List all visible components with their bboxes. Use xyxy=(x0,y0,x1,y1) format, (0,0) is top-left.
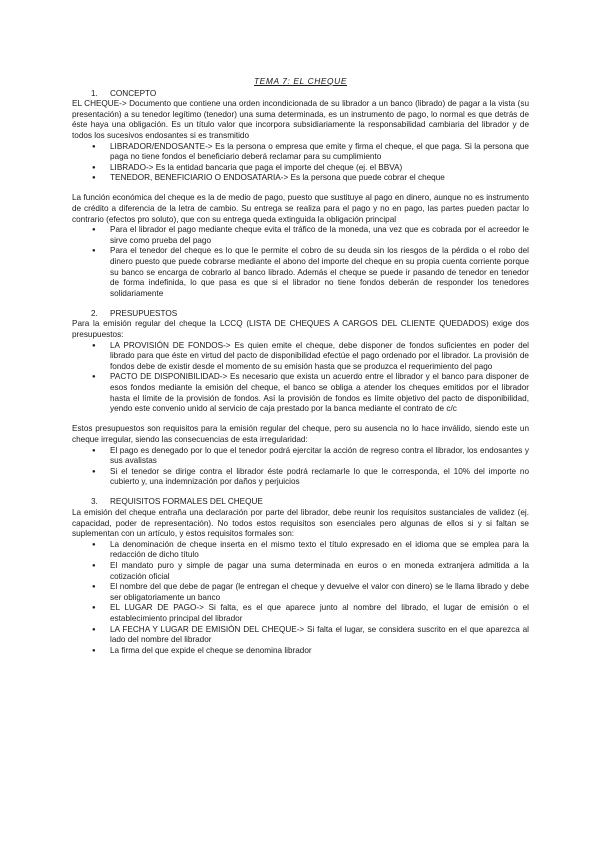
paragraph-economic-function: La función económica del cheque es la de medio de pago, puesto que sustituye al pago en dinero, aunque no es instrumento de crédito a diferencia de la letra de cambio. Su entrega se realiza para el pago y no en pago, las partes pueden pactar lo contrario (efectos pro soluto), que con su entrega queda extinguida la obligación principal xyxy=(72,193,529,224)
bullet-list-consequences xyxy=(72,446,529,488)
bullet-list-presupuestos xyxy=(72,341,529,415)
list-item: ● PACTO DE DISPONIBILIDAD-> Es necesario que exista un acuerdo entre el librador y el banco para disponer de esos fondos mediante la emisión del cheque, el banco se obliga a atender los cheques emitidos por el librador hasta el límite de la provisión de fondos. Así la provisión de fondos es límite objetivo del pacto de disponibilidad, yendo este convenio unido al servicio de caja prestado por la banca mediante el contrato de c/c xyxy=(110,372,529,414)
list-item: ● La denominación de cheque inserta en el mismo texto el título expresado en el idioma que se emplea para la redacción de dicho título xyxy=(110,540,529,561)
bullet-list-advantages xyxy=(72,225,529,299)
section-heading-requisitos xyxy=(72,497,529,508)
section-number: 2. xyxy=(91,308,98,318)
paragraph-requisitos-intro: La emisión del cheque entraña una declaración por parte del librador, debe reunir los requisitos sustanciales de validez (ej. capacidad, poder de representación). No todos estos requisitos son esenciales pero algunas de ellos si y si faltan se suplementan con un artículo, y estos requisitos formales son: xyxy=(72,507,529,539)
list-item: ● LIBRADOR/ENDOSANTE-> Es la persona o empresa que emite y firma el cheque, el que paga. Si la persona que paga no tiene fondos el beneficiario deberá reclamar para su cumplimiento xyxy=(110,142,529,163)
section-title: REQUISITOS FORMALES DEL CHEQUE xyxy=(110,497,263,507)
section-heading-concepto xyxy=(72,89,529,100)
paragraph-definition: EL CHEQUE-> Documento que contiene una orden incondicionada de su librador a un banco (librado) de pagar a la vista (su presentación) a su tenedor legítimo (tenedor) una suma determinada, es un instrumento de pago, lo normal es que detrás de éste haya una obligación. Es un título valor que incorpora subsidiariamente la responsabilidad cambiaria del librador y de todos los sucesivos endosantes si es transmitido xyxy=(72,99,529,140)
list-item: ● LA FECHA Y LUGAR DE EMISIÓN DEL CHEQUE-> Si falta el lugar, se considera suscrito en el que aparezca al lado del nombre del librador xyxy=(110,625,529,646)
paragraph-presupuestos-intro: Para la emisión regular del cheque la LCCQ (LISTA DE CHEQUES A CARGOS DEL CLIENTE QUEDADOS) exige dos presupuestos: xyxy=(72,319,529,340)
section-number: 3. xyxy=(91,497,98,507)
list-item: ● Para el tenedor del cheque es lo que le permite el cobro de su deuda sin los riesgos de la pérdida o el robo del dinero puesto que puede cobrarse mediante el abono del importe del cheque en su propia cuenta corriente porque su banco se encarga de cobrarlo al banco librado. Además el cheque se puede ir pasando de tenedor en tenedor de forma indefinida, lo que pasa es que si el librador no tiene fondos deberán de responder los tenedores solidariamente xyxy=(110,246,529,299)
section-title: CONCEPTO xyxy=(110,88,157,98)
list-item: ● El mandato puro y simple de pagar una suma determinada en euros o en moneda extranjera admitida a la cotización oficial xyxy=(110,561,529,582)
list-item: ● TENEDOR, BENEFICIARIO O ENDOSATARIA-> Es la persona que puede cobrar el cheque xyxy=(110,173,529,184)
bullet-list-parties xyxy=(72,142,529,184)
bullet-list-requisitos xyxy=(72,540,529,657)
page-title: TEMA 7: EL CHEQUE xyxy=(253,76,348,86)
list-item: ● LA PROVISIÓN DE FONDOS-> Es quien emite el cheque, debe disponer de fondos suficientes en poder del librado para que éste en virtud del pacto de disponibilidad efectúe el pago ordenado por el librador. La provisión de fondos debe de existir desde el momento de su emisión hasta que se produzca el requerimiento del pago xyxy=(110,341,529,373)
list-item: ● Para el librador el pago mediante cheque evita el tráfico de la moneda, una vez que es cobrada por el acreedor le sirve como prueba del pago xyxy=(110,225,529,246)
list-item: ● El nombre del que debe de pagar (le entregan el cheque y devuelve el valor con dinero) se le llama librado y debe ser obligatoriamente un banco xyxy=(110,582,529,603)
list-item: ● LIBRADO-> Es la entidad bancaria que paga el importe del cheque (ej. el BBVA) xyxy=(110,163,529,174)
section-heading-presupuestos xyxy=(72,309,529,320)
paragraph-irregular-cheque: Estos presupuestos son requisitos para la emisión regular del cheque, pero su ausencia no lo hace inválido, siendo este un cheque irregular, siendo las consecuencias de esta irregularidad: xyxy=(72,424,529,444)
list-item: ● EL LUGAR DE PAGO-> Si falta, es el que aparece junto al nombre del librado, el lugar de emisión o el establecimiento principal del librador xyxy=(110,603,529,624)
list-item: ● Si el tenedor se dirige contra el librador éste podrá reclamarle lo que le corresponda, el 10% del importe no cubierto y, una indemnización por daños y perjuicios xyxy=(110,467,529,488)
list-item: ● El pago es denegado por lo que el tenedor podrá ejercitar la acción de regreso contra el librador, los endosantes y sus avalistas xyxy=(110,446,529,467)
section-number: 1. xyxy=(91,88,98,98)
list-item: ● La firma del que expide el cheque se denomina librador xyxy=(110,646,529,657)
section-title: PRESUPUESTOS xyxy=(110,308,178,318)
